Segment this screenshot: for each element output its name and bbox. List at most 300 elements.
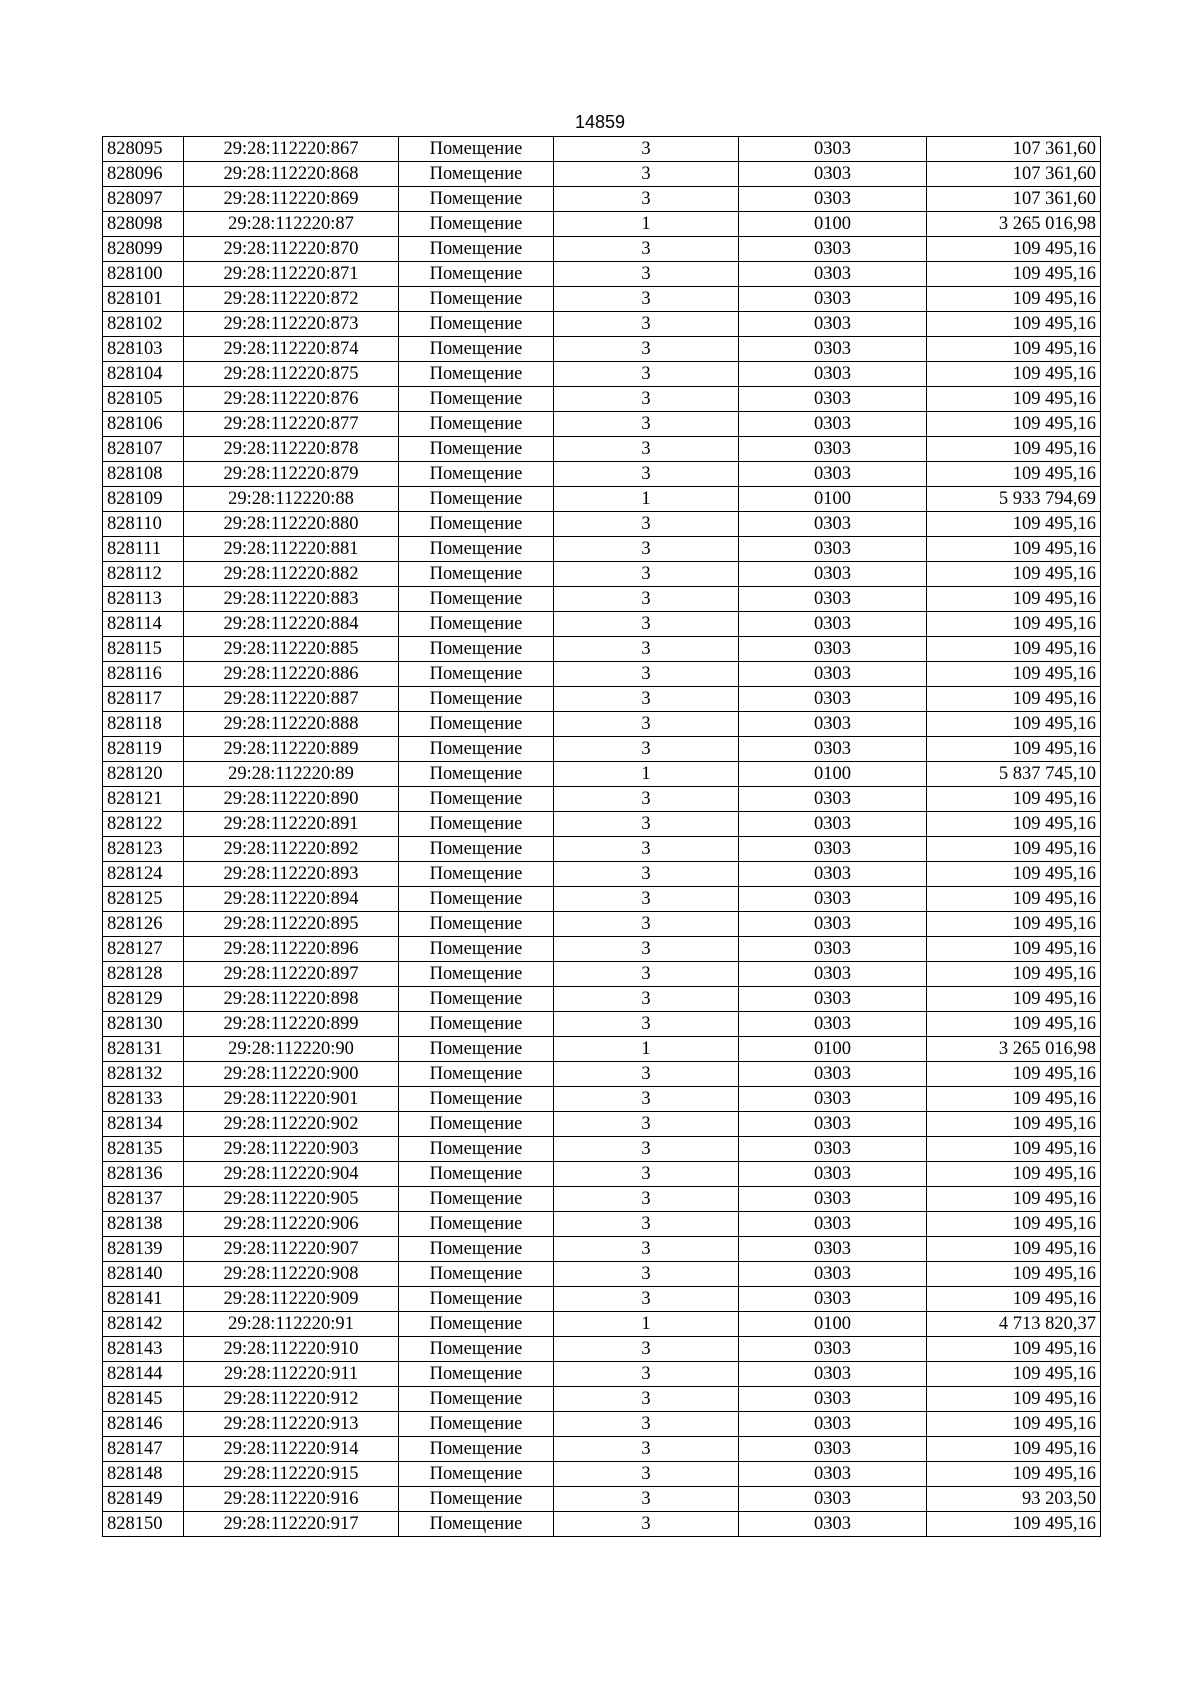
row-id-cell: 828114 xyxy=(103,612,184,637)
cadastral-value-cell: 109 495,16 xyxy=(927,1362,1101,1387)
group-number-cell: 3 xyxy=(554,1437,739,1462)
subgroup-code-cell: 0303 xyxy=(739,462,927,487)
cadastral-value-cell: 109 495,16 xyxy=(927,812,1101,837)
cadastral-value-cell: 109 495,16 xyxy=(927,1387,1101,1412)
row-id-cell: 828127 xyxy=(103,937,184,962)
group-number-cell: 3 xyxy=(554,412,739,437)
object-type-cell: Помещение xyxy=(399,237,554,262)
cadastral-value-cell: 109 495,16 xyxy=(927,412,1101,437)
row-id-cell: 828095 xyxy=(103,137,184,162)
object-type-cell: Помещение xyxy=(399,437,554,462)
row-id-cell: 828108 xyxy=(103,462,184,487)
subgroup-code-cell: 0303 xyxy=(739,962,927,987)
subgroup-code-cell: 0303 xyxy=(739,187,927,212)
object-type-cell: Помещение xyxy=(399,787,554,812)
table-row xyxy=(103,737,1101,762)
cadastral-number-cell: 29:28:112220:907 xyxy=(184,1237,399,1262)
object-type-cell: Помещение xyxy=(399,862,554,887)
subgroup-code-cell: 0100 xyxy=(739,1312,927,1337)
cadastral-number-cell: 29:28:112220:914 xyxy=(184,1437,399,1462)
cadastral-value-cell: 109 495,16 xyxy=(927,237,1101,262)
cadastral-value-cell: 109 495,16 xyxy=(927,1437,1101,1462)
group-number-cell: 3 xyxy=(554,612,739,637)
object-type-cell: Помещение xyxy=(399,712,554,737)
object-type-cell: Помещение xyxy=(399,487,554,512)
object-type-cell: Помещение xyxy=(399,1212,554,1237)
row-id-cell: 828118 xyxy=(103,712,184,737)
cadastral-value-cell: 109 495,16 xyxy=(927,712,1101,737)
cadastral-number-cell: 29:28:112220:892 xyxy=(184,837,399,862)
subgroup-code-cell: 0303 xyxy=(739,1062,927,1087)
table-row xyxy=(103,1337,1101,1362)
cadastral-value-cell: 109 495,16 xyxy=(927,287,1101,312)
cadastral-value-cell: 109 495,16 xyxy=(927,362,1101,387)
cadastral-value-cell: 109 495,16 xyxy=(927,312,1101,337)
group-number-cell: 3 xyxy=(554,937,739,962)
cadastral-number-cell: 29:28:112220:899 xyxy=(184,1012,399,1037)
group-number-cell: 3 xyxy=(554,437,739,462)
cadastral-value-cell: 109 495,16 xyxy=(927,587,1101,612)
row-id-cell: 828141 xyxy=(103,1287,184,1312)
object-type-cell: Помещение xyxy=(399,562,554,587)
row-id-cell: 828101 xyxy=(103,287,184,312)
table-row xyxy=(103,962,1101,987)
row-id-cell: 828102 xyxy=(103,312,184,337)
cadastral-value-cell: 109 495,16 xyxy=(927,1512,1101,1537)
group-number-cell: 3 xyxy=(554,712,739,737)
group-number-cell: 3 xyxy=(554,687,739,712)
group-number-cell: 3 xyxy=(554,962,739,987)
group-number-cell: 3 xyxy=(554,1512,739,1537)
object-type-cell: Помещение xyxy=(399,1137,554,1162)
cadastral-value-cell: 109 495,16 xyxy=(927,862,1101,887)
group-number-cell: 3 xyxy=(554,1362,739,1387)
object-type-cell: Помещение xyxy=(399,462,554,487)
object-type-cell: Помещение xyxy=(399,1262,554,1287)
subgroup-code-cell: 0303 xyxy=(739,637,927,662)
cadastral-value-cell: 109 495,16 xyxy=(927,662,1101,687)
group-number-cell: 1 xyxy=(554,762,739,787)
subgroup-code-cell: 0303 xyxy=(739,512,927,537)
cadastral-value-cell: 107 361,60 xyxy=(927,137,1101,162)
row-id-cell: 828125 xyxy=(103,887,184,912)
cadastral-number-cell: 29:28:112220:894 xyxy=(184,887,399,912)
row-id-cell: 828138 xyxy=(103,1212,184,1237)
subgroup-code-cell: 0303 xyxy=(739,1512,927,1537)
object-type-cell: Помещение xyxy=(399,1312,554,1337)
cadastral-value-cell: 3 265 016,98 xyxy=(927,1037,1101,1062)
group-number-cell: 3 xyxy=(554,1237,739,1262)
cadastral-number-cell: 29:28:112220:911 xyxy=(184,1362,399,1387)
cadastral-number-cell: 29:28:112220:873 xyxy=(184,312,399,337)
group-number-cell: 3 xyxy=(554,537,739,562)
cadastral-number-cell: 29:28:112220:87 xyxy=(184,212,399,237)
subgroup-code-cell: 0100 xyxy=(739,487,927,512)
subgroup-code-cell: 0303 xyxy=(739,362,927,387)
object-type-cell: Помещение xyxy=(399,1437,554,1462)
group-number-cell: 3 xyxy=(554,1387,739,1412)
subgroup-code-cell: 0303 xyxy=(739,162,927,187)
object-type-cell: Помещение xyxy=(399,412,554,437)
subgroup-code-cell: 0303 xyxy=(739,437,927,462)
subgroup-code-cell: 0303 xyxy=(739,662,927,687)
subgroup-code-cell: 0100 xyxy=(739,1037,927,1062)
cadastral-number-cell: 29:28:112220:885 xyxy=(184,637,399,662)
cadastral-value-cell: 107 361,60 xyxy=(927,187,1101,212)
cadastral-number-cell: 29:28:112220:880 xyxy=(184,512,399,537)
group-number-cell: 3 xyxy=(554,1087,739,1112)
group-number-cell: 3 xyxy=(554,1012,739,1037)
subgroup-code-cell: 0303 xyxy=(739,1012,927,1037)
table-row xyxy=(103,1512,1101,1537)
table-row xyxy=(103,337,1101,362)
group-number-cell: 3 xyxy=(554,1462,739,1487)
table-row xyxy=(103,1037,1101,1062)
row-id-cell: 828139 xyxy=(103,1237,184,1262)
row-id-cell: 828105 xyxy=(103,387,184,412)
table-row xyxy=(103,987,1101,1012)
table-row xyxy=(103,1262,1101,1287)
table-row xyxy=(103,512,1101,537)
cadastral-value-cell: 109 495,16 xyxy=(927,1137,1101,1162)
object-type-cell: Помещение xyxy=(399,962,554,987)
row-id-cell: 828144 xyxy=(103,1362,184,1387)
cadastral-number-cell: 29:28:112220:891 xyxy=(184,812,399,837)
row-id-cell: 828128 xyxy=(103,962,184,987)
group-number-cell: 3 xyxy=(554,337,739,362)
cadastral-number-cell: 29:28:112220:888 xyxy=(184,712,399,737)
subgroup-code-cell: 0303 xyxy=(739,562,927,587)
row-id-cell: 828150 xyxy=(103,1512,184,1537)
cadastral-number-cell: 29:28:112220:905 xyxy=(184,1187,399,1212)
cadastral-number-cell: 29:28:112220:879 xyxy=(184,462,399,487)
group-number-cell: 3 xyxy=(554,237,739,262)
cadastral-value-table xyxy=(102,136,1101,1537)
cadastral-number-cell: 29:28:112220:897 xyxy=(184,962,399,987)
group-number-cell: 3 xyxy=(554,1137,739,1162)
row-id-cell: 828132 xyxy=(103,1062,184,1087)
group-number-cell: 3 xyxy=(554,287,739,312)
cadastral-number-cell: 29:28:112220:868 xyxy=(184,162,399,187)
row-id-cell: 828149 xyxy=(103,1487,184,1512)
group-number-cell: 3 xyxy=(554,1212,739,1237)
subgroup-code-cell: 0303 xyxy=(739,1337,927,1362)
table-row xyxy=(103,437,1101,462)
cadastral-number-cell: 29:28:112220:889 xyxy=(184,737,399,762)
subgroup-code-cell: 0303 xyxy=(739,337,927,362)
group-number-cell: 3 xyxy=(554,387,739,412)
cadastral-number-cell: 29:28:112220:887 xyxy=(184,687,399,712)
group-number-cell: 3 xyxy=(554,662,739,687)
cadastral-value-cell: 109 495,16 xyxy=(927,437,1101,462)
group-number-cell: 1 xyxy=(554,212,739,237)
cadastral-number-cell: 29:28:112220:90 xyxy=(184,1037,399,1062)
group-number-cell: 3 xyxy=(554,1337,739,1362)
table-row xyxy=(103,587,1101,612)
object-type-cell: Помещение xyxy=(399,1362,554,1387)
row-id-cell: 828113 xyxy=(103,587,184,612)
cadastral-number-cell: 29:28:112220:877 xyxy=(184,412,399,437)
group-number-cell: 1 xyxy=(554,1037,739,1062)
cadastral-number-cell: 29:28:112220:88 xyxy=(184,487,399,512)
row-id-cell: 828126 xyxy=(103,912,184,937)
row-id-cell: 828119 xyxy=(103,737,184,762)
subgroup-code-cell: 0303 xyxy=(739,1362,927,1387)
row-id-cell: 828103 xyxy=(103,337,184,362)
subgroup-code-cell: 0303 xyxy=(739,1287,927,1312)
cadastral-value-cell: 109 495,16 xyxy=(927,912,1101,937)
cadastral-number-cell: 29:28:112220:895 xyxy=(184,912,399,937)
row-id-cell: 828099 xyxy=(103,237,184,262)
object-type-cell: Помещение xyxy=(399,537,554,562)
row-id-cell: 828133 xyxy=(103,1087,184,1112)
subgroup-code-cell: 0303 xyxy=(739,387,927,412)
row-id-cell: 828143 xyxy=(103,1337,184,1362)
cadastral-value-cell: 109 495,16 xyxy=(927,1412,1101,1437)
table-row xyxy=(103,1462,1101,1487)
table-row xyxy=(103,662,1101,687)
subgroup-code-cell: 0303 xyxy=(739,1187,927,1212)
cadastral-number-cell: 29:28:112220:881 xyxy=(184,537,399,562)
cadastral-value-cell: 93 203,50 xyxy=(927,1487,1101,1512)
cadastral-value-cell: 109 495,16 xyxy=(927,1062,1101,1087)
object-type-cell: Помещение xyxy=(399,1237,554,1262)
object-type-cell: Помещение xyxy=(399,887,554,912)
object-type-cell: Помещение xyxy=(399,1037,554,1062)
cadastral-value-cell: 109 495,16 xyxy=(927,837,1101,862)
cadastral-value-cell: 109 495,16 xyxy=(927,637,1101,662)
table-row xyxy=(103,1137,1101,1162)
row-id-cell: 828097 xyxy=(103,187,184,212)
subgroup-code-cell: 0303 xyxy=(739,687,927,712)
group-number-cell: 3 xyxy=(554,912,739,937)
group-number-cell: 3 xyxy=(554,587,739,612)
table-row xyxy=(103,562,1101,587)
row-id-cell: 828121 xyxy=(103,787,184,812)
subgroup-code-cell: 0303 xyxy=(739,787,927,812)
cadastral-number-cell: 29:28:112220:912 xyxy=(184,1387,399,1412)
subgroup-code-cell: 0303 xyxy=(739,1112,927,1137)
table-row xyxy=(103,712,1101,737)
object-type-cell: Помещение xyxy=(399,162,554,187)
group-number-cell: 3 xyxy=(554,1262,739,1287)
subgroup-code-cell: 0303 xyxy=(739,1412,927,1437)
row-id-cell: 828124 xyxy=(103,862,184,887)
object-type-cell: Помещение xyxy=(399,287,554,312)
group-number-cell: 3 xyxy=(554,262,739,287)
cadastral-number-cell: 29:28:112220:869 xyxy=(184,187,399,212)
subgroup-code-cell: 0303 xyxy=(739,1087,927,1112)
cadastral-number-cell: 29:28:112220:906 xyxy=(184,1212,399,1237)
group-number-cell: 3 xyxy=(554,562,739,587)
group-number-cell: 3 xyxy=(554,1062,739,1087)
group-number-cell: 3 xyxy=(554,812,739,837)
row-id-cell: 828107 xyxy=(103,437,184,462)
cadastral-number-cell: 29:28:112220:872 xyxy=(184,287,399,312)
object-type-cell: Помещение xyxy=(399,1112,554,1137)
row-id-cell: 828130 xyxy=(103,1012,184,1037)
object-type-cell: Помещение xyxy=(399,837,554,862)
group-number-cell: 3 xyxy=(554,1187,739,1212)
group-number-cell: 3 xyxy=(554,887,739,912)
object-type-cell: Помещение xyxy=(399,587,554,612)
cadastral-number-cell: 29:28:112220:884 xyxy=(184,612,399,637)
cadastral-value-cell: 109 495,16 xyxy=(927,937,1101,962)
group-number-cell: 3 xyxy=(554,987,739,1012)
row-id-cell: 828117 xyxy=(103,687,184,712)
table-row xyxy=(103,362,1101,387)
table-row xyxy=(103,1162,1101,1187)
row-id-cell: 828147 xyxy=(103,1437,184,1462)
cadastral-number-cell: 29:28:112220:913 xyxy=(184,1412,399,1437)
table-row xyxy=(103,237,1101,262)
cadastral-value-cell: 109 495,16 xyxy=(927,962,1101,987)
subgroup-code-cell: 0303 xyxy=(739,862,927,887)
cadastral-value-cell: 109 495,16 xyxy=(927,1212,1101,1237)
row-id-cell: 828134 xyxy=(103,1112,184,1137)
table-row xyxy=(103,912,1101,937)
cadastral-value-cell: 109 495,16 xyxy=(927,1087,1101,1112)
table-row xyxy=(103,387,1101,412)
subgroup-code-cell: 0303 xyxy=(739,887,927,912)
row-id-cell: 828148 xyxy=(103,1462,184,1487)
table-row xyxy=(103,1487,1101,1512)
page-number: 14859 xyxy=(574,112,626,132)
table-row xyxy=(103,1387,1101,1412)
subgroup-code-cell: 0303 xyxy=(739,1262,927,1287)
table-row xyxy=(103,137,1101,162)
cadastral-number-cell: 29:28:112220:896 xyxy=(184,937,399,962)
cadastral-number-cell: 29:28:112220:883 xyxy=(184,587,399,612)
cadastral-value-cell: 3 265 016,98 xyxy=(927,212,1101,237)
row-id-cell: 828106 xyxy=(103,412,184,437)
table-row xyxy=(103,812,1101,837)
group-number-cell: 3 xyxy=(554,162,739,187)
row-id-cell: 828115 xyxy=(103,637,184,662)
group-number-cell: 3 xyxy=(554,837,739,862)
row-id-cell: 828123 xyxy=(103,837,184,862)
subgroup-code-cell: 0303 xyxy=(739,1462,927,1487)
cadastral-number-cell: 29:28:112220:900 xyxy=(184,1062,399,1087)
group-number-cell: 3 xyxy=(554,312,739,337)
object-type-cell: Помещение xyxy=(399,1412,554,1437)
table-row xyxy=(103,1087,1101,1112)
object-type-cell: Помещение xyxy=(399,737,554,762)
cadastral-number-cell: 29:28:112220:870 xyxy=(184,237,399,262)
subgroup-code-cell: 0303 xyxy=(739,537,927,562)
cadastral-number-cell: 29:28:112220:908 xyxy=(184,1262,399,1287)
object-type-cell: Помещение xyxy=(399,912,554,937)
table-row xyxy=(103,1312,1101,1337)
table-row xyxy=(103,1187,1101,1212)
group-number-cell: 3 xyxy=(554,1162,739,1187)
cadastral-value-cell: 109 495,16 xyxy=(927,337,1101,362)
cadastral-number-cell: 29:28:112220:89 xyxy=(184,762,399,787)
table-row xyxy=(103,1062,1101,1087)
table-row xyxy=(103,1112,1101,1137)
table-row xyxy=(103,1237,1101,1262)
cadastral-value-cell: 109 495,16 xyxy=(927,562,1101,587)
cadastral-number-cell: 29:28:112220:916 xyxy=(184,1487,399,1512)
row-id-cell: 828120 xyxy=(103,762,184,787)
cadastral-value-cell: 109 495,16 xyxy=(927,987,1101,1012)
subgroup-code-cell: 0303 xyxy=(739,237,927,262)
table-row xyxy=(103,687,1101,712)
cadastral-value-cell: 109 495,16 xyxy=(927,462,1101,487)
cadastral-number-cell: 29:28:112220:876 xyxy=(184,387,399,412)
group-number-cell: 3 xyxy=(554,862,739,887)
object-type-cell: Помещение xyxy=(399,137,554,162)
row-id-cell: 828146 xyxy=(103,1412,184,1437)
object-type-cell: Помещение xyxy=(399,1337,554,1362)
cadastral-number-cell: 29:28:112220:882 xyxy=(184,562,399,587)
subgroup-code-cell: 0303 xyxy=(739,812,927,837)
subgroup-code-cell: 0303 xyxy=(739,912,927,937)
table-row xyxy=(103,1437,1101,1462)
object-type-cell: Помещение xyxy=(399,812,554,837)
cadastral-number-cell: 29:28:112220:874 xyxy=(184,337,399,362)
subgroup-code-cell: 0303 xyxy=(739,837,927,862)
group-number-cell: 3 xyxy=(554,1412,739,1437)
row-id-cell: 828111 xyxy=(103,537,184,562)
table-row xyxy=(103,462,1101,487)
cadastral-number-cell: 29:28:112220:875 xyxy=(184,362,399,387)
object-type-cell: Помещение xyxy=(399,662,554,687)
object-type-cell: Помещение xyxy=(399,762,554,787)
table-row xyxy=(103,862,1101,887)
cadastral-number-cell: 29:28:112220:893 xyxy=(184,862,399,887)
subgroup-code-cell: 0100 xyxy=(739,762,927,787)
table-row xyxy=(103,637,1101,662)
cadastral-value-cell: 109 495,16 xyxy=(927,1287,1101,1312)
subgroup-code-cell: 0303 xyxy=(739,137,927,162)
object-type-cell: Помещение xyxy=(399,1487,554,1512)
object-type-cell: Помещение xyxy=(399,987,554,1012)
row-id-cell: 828096 xyxy=(103,162,184,187)
subgroup-code-cell: 0303 xyxy=(739,262,927,287)
cadastral-value-cell: 109 495,16 xyxy=(927,737,1101,762)
cadastral-number-cell: 29:28:112220:904 xyxy=(184,1162,399,1187)
row-id-cell: 828100 xyxy=(103,262,184,287)
object-type-cell: Помещение xyxy=(399,1462,554,1487)
subgroup-code-cell: 0303 xyxy=(739,712,927,737)
cadastral-value-cell: 109 495,16 xyxy=(927,612,1101,637)
group-number-cell: 3 xyxy=(554,362,739,387)
table-row xyxy=(103,837,1101,862)
cadastral-value-cell: 109 495,16 xyxy=(927,887,1101,912)
cadastral-number-cell: 29:28:112220:890 xyxy=(184,787,399,812)
table-row xyxy=(103,312,1101,337)
table-row xyxy=(103,162,1101,187)
object-type-cell: Помещение xyxy=(399,1087,554,1112)
group-number-cell: 3 xyxy=(554,512,739,537)
cadastral-number-cell: 29:28:112220:871 xyxy=(184,262,399,287)
cadastral-number-cell: 29:28:112220:915 xyxy=(184,1462,399,1487)
row-id-cell: 828129 xyxy=(103,987,184,1012)
row-id-cell: 828098 xyxy=(103,212,184,237)
group-number-cell: 3 xyxy=(554,1112,739,1137)
cadastral-number-cell: 29:28:112220:903 xyxy=(184,1137,399,1162)
row-id-cell: 828137 xyxy=(103,1187,184,1212)
table-row xyxy=(103,262,1101,287)
cadastral-value-cell: 109 495,16 xyxy=(927,537,1101,562)
cadastral-value-cell: 109 495,16 xyxy=(927,512,1101,537)
row-id-cell: 828131 xyxy=(103,1037,184,1062)
table-row xyxy=(103,1012,1101,1037)
cadastral-value-cell: 109 495,16 xyxy=(927,1112,1101,1137)
object-type-cell: Помещение xyxy=(399,1062,554,1087)
object-type-cell: Помещение xyxy=(399,362,554,387)
